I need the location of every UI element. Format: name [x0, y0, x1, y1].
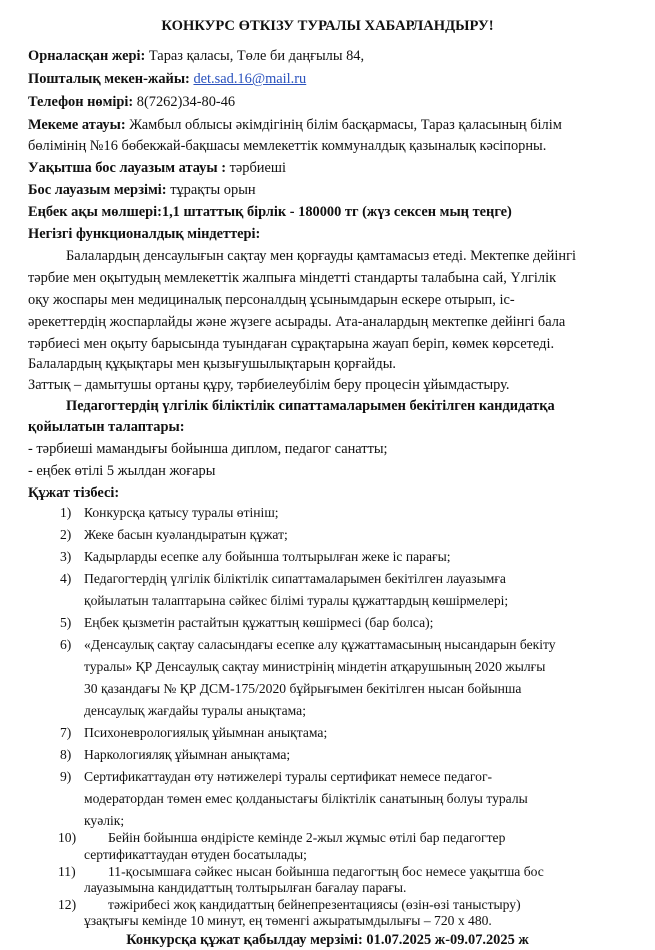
list-item: Сертификаттаудан өту нәтижелері туралы сертификат немесе педагог- [84, 769, 493, 784]
email-link[interactable]: det.sad.16@mail.ru [193, 71, 307, 87]
list-item-number: 11) [58, 864, 76, 879]
list-item: «Денсаулық сақтау саласындағы есепке алу құжаттамасының нысандарын бекіту [84, 637, 556, 652]
location-line [28, 46, 364, 66]
duties-line: тәрбиесі мен оқыту барысында туындаған сұрақтарына жауап беріп, көмек көрсетеді. [28, 336, 555, 352]
list-item: Наркологияляқ ұйымнан анықтама; [84, 747, 291, 762]
list-item-number: 8) [60, 747, 72, 762]
duties-line: Балалардың құқықтары мен қызығушылықтарын қорғайды. [28, 356, 396, 372]
list-item-number: 7) [60, 725, 72, 740]
list-item: Психоневрологиялық ұйымнан анықтама; [84, 725, 328, 740]
requirement-item: - еңбек өтілі 5 жылдан жоғары [28, 463, 216, 479]
list-item: қойылатын талаптарына сәйкес білімі туралы құжаттардың көшірмелері; [84, 593, 509, 608]
list-item-number: 5) [60, 615, 72, 630]
list-item: туралы» ҚР Денсаулық сақтау министрінің міндетін атқарушының 2020 жылғы [84, 659, 546, 674]
org-line [28, 115, 562, 135]
list-item-number: 10) [58, 830, 77, 845]
org-value-line2: бөлімінің №16 бөбекжай-бақшасы мемлекеттік коммуналдық қазыналық кәсіпорны. [28, 138, 547, 154]
deadline-line: Конкурсқа құжат қабылдау мерзімі: 01.07.2025 ж-09.07.2025 ж [126, 932, 529, 948]
list-item-number: 1) [60, 505, 72, 520]
list-item: лауазымына кандидаттың толтырылған бағалау парағы. [84, 880, 407, 895]
position-line [28, 158, 286, 178]
duties-line: оқу жоспары мен медициналық персоналдың ұсынымдарын ескере отырып, іс- [28, 292, 515, 308]
org-value-line1: Жамбыл облысы әкімдігінің білім басқармасы, Тараз қаласының білім [125, 117, 562, 133]
list-item: Кадырларды есепке алу бойынша толтырылған жеке іс парағы; [84, 549, 451, 564]
location-value: Тараз қаласы, Төле би даңғылы 84, [145, 48, 365, 64]
list-item-number: 2) [60, 527, 72, 542]
postal-label: Пошталық мекен-жайы: [28, 71, 190, 87]
phone-value: 8(7262)34-80-46 [133, 94, 236, 110]
duties-line: Заттық – дамытушы ортаны құру, тәрбиелеубілім беру процесін ұйымдастыру. [28, 377, 510, 393]
list-item: 30 қазандағы № ҚР ДСМ-175/2020 бұйрығымен бекітілген нысан бойынша [84, 681, 522, 696]
list-item: Педагогтердің үлгілік біліктілік сипаттамаларымен бекітілген лауазымға [84, 571, 506, 586]
list-item-number: 12) [58, 897, 77, 912]
position-value: тәрбиеші [226, 160, 286, 176]
list-item: денсаулық жағдайы туралы анықтама; [84, 703, 306, 718]
postal-line [28, 69, 306, 89]
phone-label: Телефон нөмірі: [28, 94, 134, 110]
requirements-heading: Педагогтердің үлгілік біліктілік сипаттамаларымен бекітілген кандидатқа [66, 398, 555, 414]
page-title: КОНКУРС ӨТКІЗУ ТУРАЛЫ ХАБАРЛАНДЫРУ! [161, 18, 494, 34]
duties-heading: Негізгі функционалдық міндеттері: [28, 226, 261, 242]
list-item: модератордан төмен емес қолданыстағы біліктілік санатының болуы туралы [84, 791, 528, 806]
requirements-heading: қойылатын талаптары: [28, 419, 185, 435]
list-item-number: 9) [60, 769, 72, 784]
documents-heading: Құжат тізбесі: [28, 485, 120, 501]
list-item: сертификаттаудан өтуден босатылады; [84, 847, 307, 862]
duties-line: тәрбие мен оқытудың мемлекеттік жалпыға міндетті стандарты талабына сай, Үлгілік [28, 270, 557, 286]
phone-line [28, 92, 235, 112]
list-item: Конкурсқа қатысу туралы өтініш; [84, 505, 279, 520]
list-item: ұзақтығы кемінде 10 минут, ең төменгі ажыратымдылығы – 720 х 480. [84, 913, 492, 928]
location-label: Орналасқан жері: [28, 48, 146, 64]
list-item: Бейін бойынша өндірісте кемінде 2-жыл жұмыс өтілі бар педагогтер [108, 830, 506, 845]
list-item-number: 4) [60, 571, 72, 586]
org-label: Мекеме атауы: [28, 117, 126, 133]
term-value: тұрақты орын [166, 182, 256, 198]
duties-line: Балалардың денсаулығын сақтау мен қорғауды қамтамасыз етеді. Мектепке дейінгі [66, 248, 576, 264]
list-item: куәлік; [84, 813, 125, 828]
list-item: Еңбек қызметін растайтын құжаттың көшірмесі (бар болса); [84, 615, 434, 630]
list-item-number: 3) [60, 549, 72, 564]
list-item: тәжірибесі жоқ кандидаттың бейнепрезентациясы (өзін-өзі таныстыру) [108, 897, 521, 912]
term-label: Бос лауазым мерзімі: [28, 182, 167, 198]
requirement-item: - тәрбиеші мамандығы бойынша диплом, педагог санатты; [28, 441, 388, 457]
list-item: 11-қосымшаға сәйкес нысан бойынша педагогтың бос немесе уақытша бос [108, 864, 544, 879]
duties-line: әрекеттердің жоспарлайды және жүзеге асырады. Ата-аналардың мектепке дейінгі бала [28, 314, 566, 330]
list-item: Жеке басын куәландыратын құжат; [84, 527, 288, 542]
term-line [28, 180, 256, 200]
list-item-number: 6) [60, 637, 72, 652]
position-label: Уақытша бос лауазым атауы : [28, 160, 226, 176]
salary-line: Еңбек ақы мөлшері:1,1 штаттық бірлік - 180000 тг (жүз сексен мың теңге) [28, 204, 512, 220]
